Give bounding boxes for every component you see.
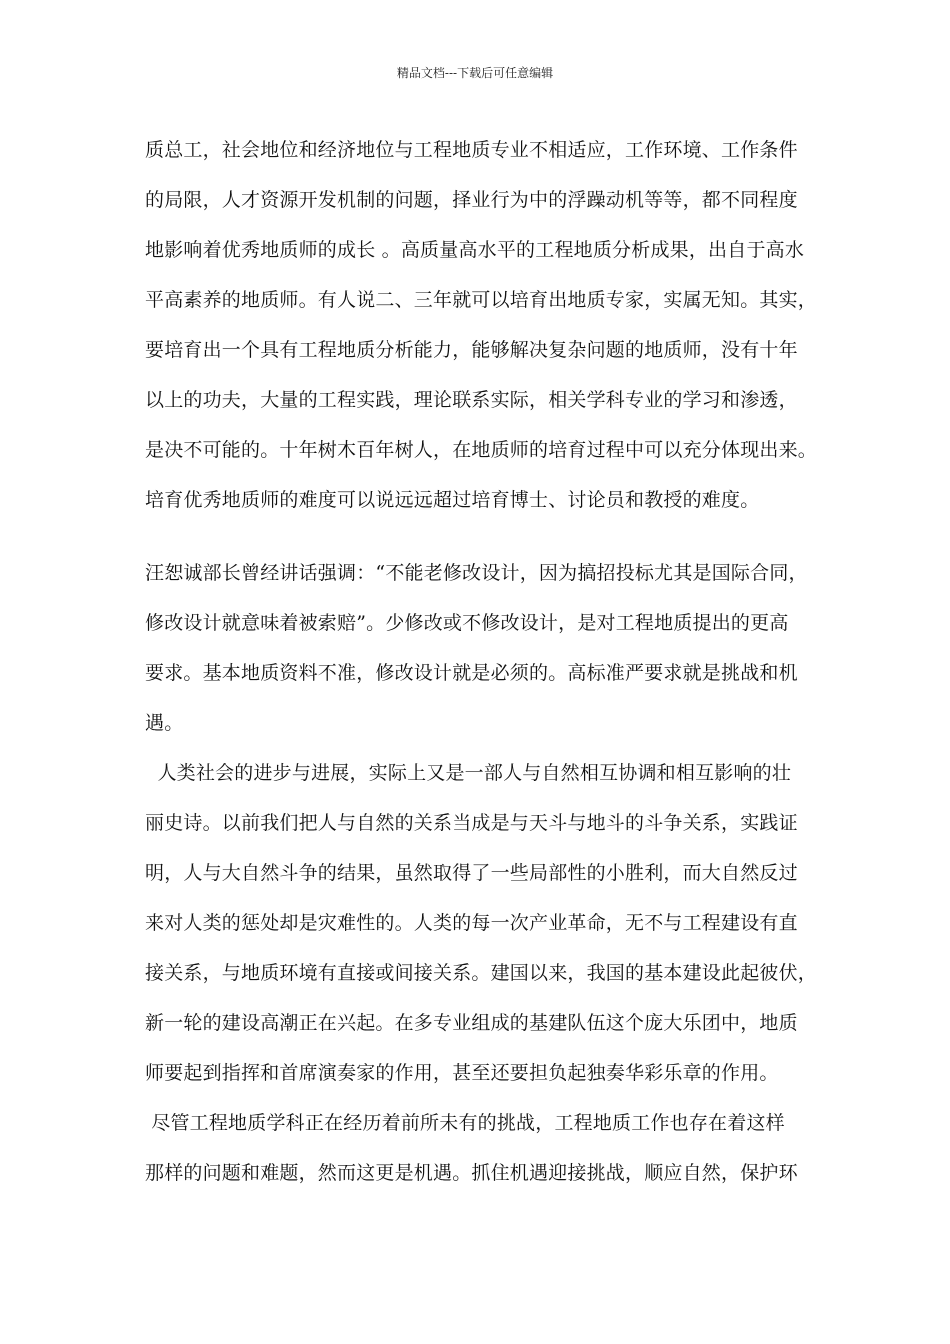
paragraph-1-line-7: 是决不可能的。十年树木百年树人，在地质师的培育过程中可以充分体现出来。 <box>145 439 818 461</box>
paragraph-3-line-5: 接关系，与地质环境有直接或间接关系。建国以来，我国的基本建设此起彼伏， <box>145 962 818 984</box>
paragraph-1-line-3: 地影响着优秀地质师的成长 。高质量高水平的工程地质分析成果，出自于高水 <box>145 239 805 261</box>
paragraph-2-line-3: 要求。基本地质资料不准，修改设计就是必须的。高标准严要求就是挑战和机 <box>145 662 798 684</box>
paragraph-1-line-4: 平高素养的地质师。有人说二、三年就可以培育出地质专家，实属无知。其实， <box>145 289 818 311</box>
paragraph-4-line-1: 尽管工程地质学科正在经历着前所未有的挑战，工程地质工作也存在着这样 <box>145 1112 785 1134</box>
paragraph-2-line-1: 汪恕诚部长曾经讲话强调：“不能老修改设计，因为搞招投标尤其是国际合同， <box>145 562 808 584</box>
paragraph-1-line-8: 培育优秀地质师的难度可以说远远超过培育博士、讨论员和教授的难度。 <box>145 489 760 511</box>
paragraph-1-line-2: 的局限，人才资源开发机制的问题，择业行为中的浮躁动机等等，都不同程度 <box>145 189 798 211</box>
paragraph-4-line-2: 那样的问题和难题，然而这更是机遇。抓住机遇迎接挑战，顺应自然，保护环 <box>145 1162 798 1184</box>
paragraph-1-line-1: 质总工，社会地位和经济地位与工程地质专业不相适应，工作环境、工作条件 <box>145 139 798 161</box>
page-header: 精品文档---下载后可任意编辑 <box>396 66 554 80</box>
paragraph-1-line-6: 以上的功夫，大量的工程实践，理论联系实际，相关学科专业的学习和渗透， <box>145 389 798 411</box>
paragraph-2-line-4: 遇。 <box>145 712 184 734</box>
paragraph-3-line-6: 新一轮的建设高潮正在兴起。在多专业组成的基建队伍这个庞大乐团中，地质 <box>145 1012 798 1034</box>
paragraph-3-line-3: 明，人与大自然斗争的结果，虽然取得了一些局部性的小胜利，而大自然反过 <box>145 862 798 884</box>
paragraph-2-line-2: 修改设计就意味着被索赔”。少修改或不修改设计，是对工程地质提出的更高 <box>145 612 789 634</box>
paragraph-1-line-5: 要培育出一个具有工程地质分析能力，能够解决复杂问题的地质师，没有十年 <box>145 339 798 361</box>
paragraph-3-line-7: 师要起到指挥和首席演奏家的作用，甚至还要担负起独奏华彩乐章的作用。 <box>145 1062 779 1084</box>
paragraph-3-line-2: 丽史诗。以前我们把人与自然的关系当成是与天斗与地斗的斗争关系，实践证 <box>145 812 798 834</box>
paragraph-3-line-1: 人类社会的进步与进展，实际上又是一部人与自然相互协调和相互影响的壮 <box>145 762 792 784</box>
paragraph-3-line-4: 来对人类的惩处却是灾难性的。人类的每一次产业革命，无不与工程建设有直 <box>145 912 798 934</box>
